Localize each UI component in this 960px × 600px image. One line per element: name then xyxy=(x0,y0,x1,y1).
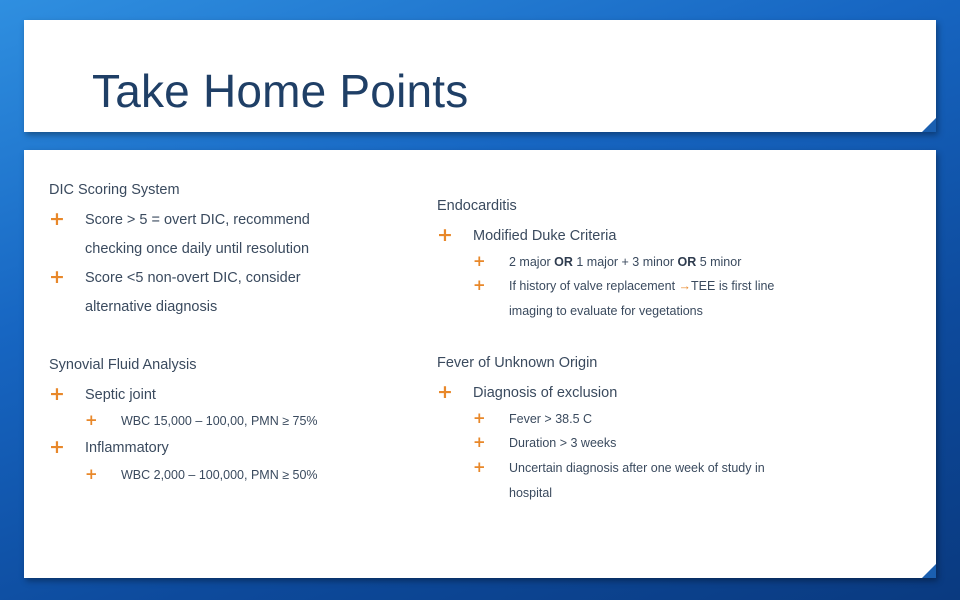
content-panel xyxy=(24,150,936,578)
uncertain-text-line2: hospital xyxy=(509,485,553,500)
valve-sub-bullet xyxy=(473,274,774,323)
dic-overt-line1: Score > 5 = overt DIC, recommend xyxy=(85,212,310,228)
dic-nonovert-line2: alternative diagnosis xyxy=(85,299,218,315)
plus-icon: + xyxy=(473,458,486,476)
criteria-sub-bullet xyxy=(473,250,741,275)
synovial-bullet-septic xyxy=(49,381,156,410)
plus-icon: + xyxy=(49,383,65,405)
fever-text: Fever > 38.5 C xyxy=(509,412,593,426)
uncertain-text-line1: Uncertain diagnosis after one week of study in xyxy=(509,461,765,475)
valve-text-line1: If history of valve replacement →TEE is first line xyxy=(509,279,775,293)
criteria-text: 2 major OR 1 major + 3 minor OR 5 minor xyxy=(509,255,742,269)
synovial-heading: Synovial Fluid Analysis xyxy=(49,357,197,373)
dic-overt-line2: checking once daily until resolution xyxy=(85,241,310,257)
valve-text-line2: imaging to evaluate for vegetations xyxy=(509,303,703,318)
arrow-right-icon: → xyxy=(678,279,692,293)
septic-sub-bullet xyxy=(85,409,318,434)
panel-corner xyxy=(922,118,936,132)
fuo-diag-bullet xyxy=(437,379,617,408)
slide-title: Take Home Points xyxy=(92,65,469,117)
diagnosis-exclusion-label: Diagnosis of exclusion xyxy=(473,385,618,401)
duration-text: Duration > 3 weeks xyxy=(509,436,617,450)
plus-icon: + xyxy=(437,381,453,403)
synovial-bullet-inflammatory xyxy=(49,434,169,463)
dic-heading: DIC Scoring System xyxy=(49,182,180,198)
panel-corner xyxy=(922,564,936,578)
inflammatory-sub-bullet xyxy=(85,463,318,488)
fuo-heading: Fever of Unknown Origin xyxy=(437,355,598,371)
dic-bullet-nonovert xyxy=(49,264,301,322)
fever-sub-bullet xyxy=(473,407,592,432)
title-panel xyxy=(24,20,936,132)
endocarditis-heading: Endocarditis xyxy=(437,198,517,214)
plus-icon: + xyxy=(473,276,486,294)
dic-nonovert-line1: Score <5 non-overt DIC, consider xyxy=(85,270,301,286)
plus-icon: + xyxy=(473,252,486,270)
plus-icon: + xyxy=(85,411,98,429)
septic-wbc-text: WBC 15,000 – 100,00, PMN ≥ 75% xyxy=(121,414,318,428)
plus-icon: + xyxy=(437,224,453,246)
septic-joint-label: Septic joint xyxy=(85,387,156,403)
plus-icon: + xyxy=(49,266,65,288)
uncertain-sub-bullet xyxy=(473,456,765,505)
inflammatory-label: Inflammatory xyxy=(85,440,169,456)
duration-sub-bullet xyxy=(473,431,616,456)
plus-icon: + xyxy=(85,465,98,483)
plus-icon: + xyxy=(49,208,65,230)
dic-bullet-overt xyxy=(49,206,310,264)
plus-icon: + xyxy=(49,436,65,458)
inflammatory-wbc-text: WBC 2,000 – 100,000, PMN ≥ 50% xyxy=(121,468,318,482)
duke-criteria-label: Modified Duke Criteria xyxy=(473,228,617,244)
plus-icon: + xyxy=(473,409,486,427)
plus-icon: + xyxy=(473,433,486,451)
duke-bullet xyxy=(437,222,616,251)
